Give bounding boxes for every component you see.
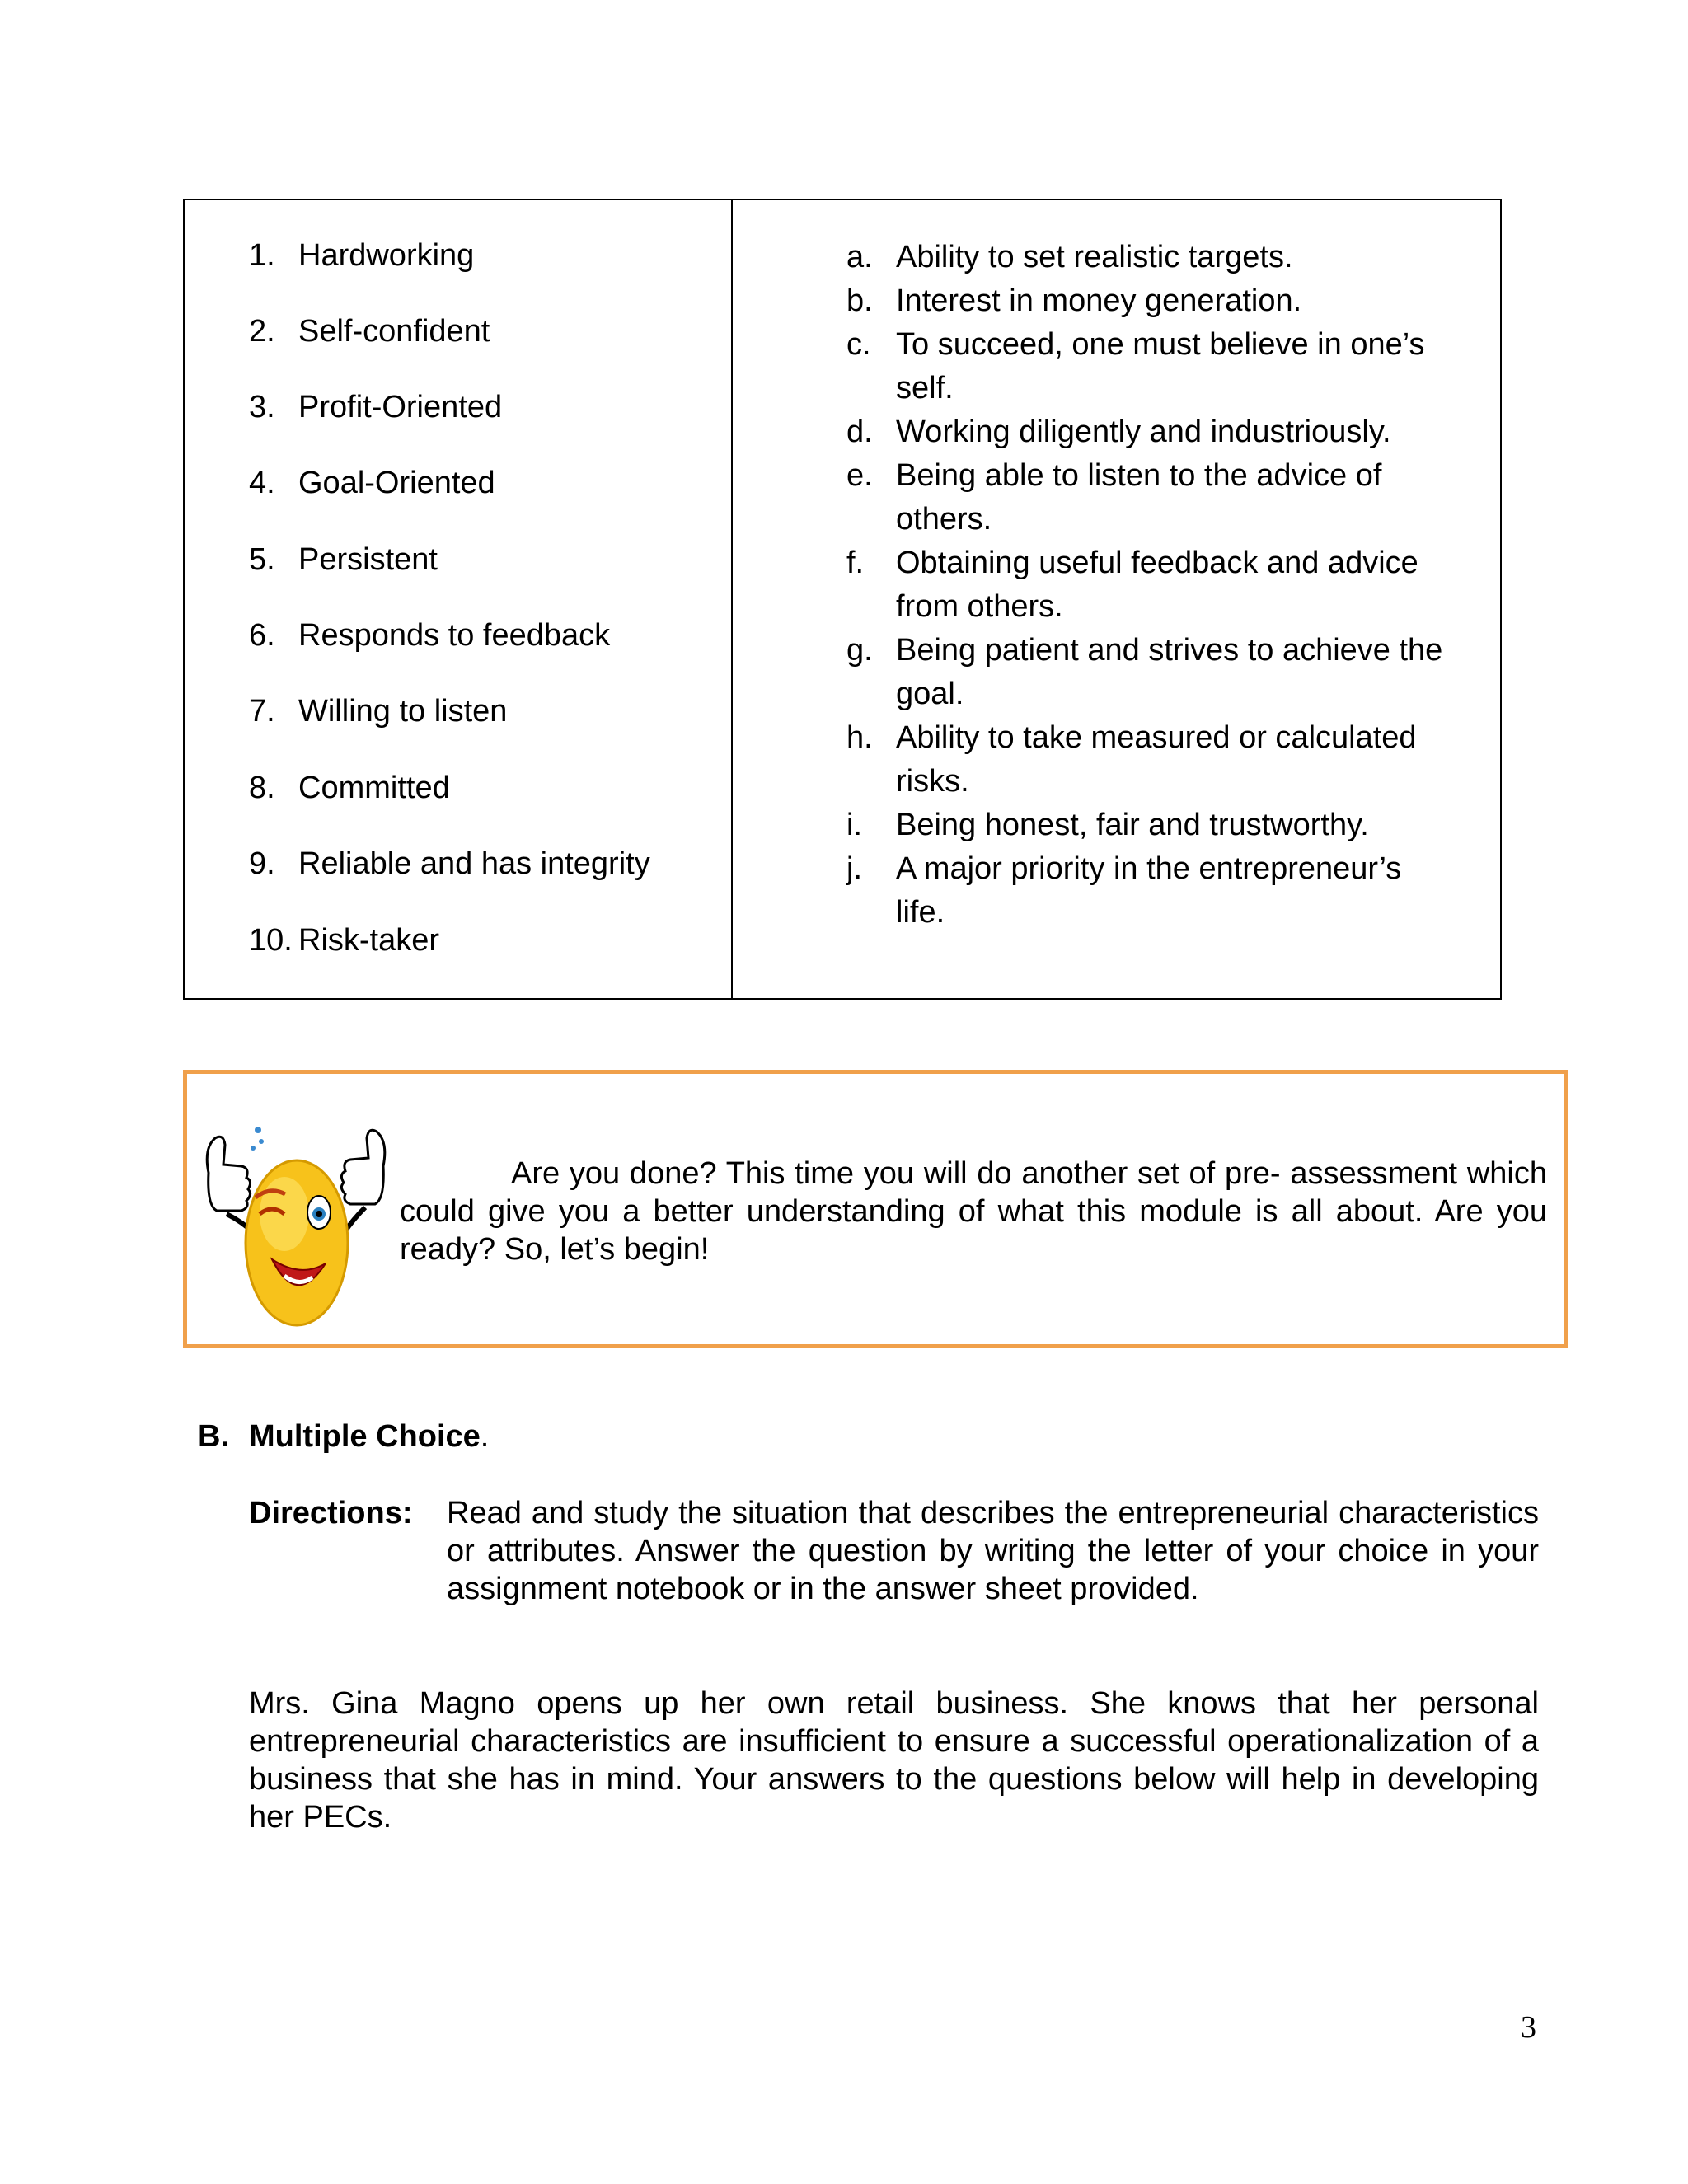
trait-item: 8. Committed: [249, 771, 450, 805]
trait-item: 4. Goal-Oriented: [249, 466, 495, 500]
definition-item: d. Working diligently and industriously.: [846, 415, 1391, 449]
directions: [249, 1494, 1539, 1608]
callout-box: [183, 1070, 1568, 1348]
callout-text: Are you done? This time you will do another set of pre- assessment which could give you a better understanding of what this module is all about. Are you ready? So, let’s begin!: [400, 1156, 1547, 1267]
definition-item: a. Ability to set realistic targets.: [846, 240, 1293, 274]
definition-item: f. Obtaining useful feedback and advice from others.: [846, 546, 1418, 624]
trait-item: 9. Reliable and has integrity: [249, 846, 650, 881]
definition-item: b. Interest in money generation.: [846, 284, 1302, 318]
trait-item: 5. Persistent: [249, 542, 438, 577]
trait-item: 7. Willing to listen: [249, 694, 508, 729]
traits-column: [185, 200, 733, 998]
trait-item: 3. Profit-Oriented: [249, 390, 503, 424]
page-number: 3: [1521, 2010, 1536, 2045]
definition-item: h. Ability to take measured or calculated risks.: [846, 720, 1417, 799]
definition-item: e. Being able to listen to the advice of others.: [846, 458, 1382, 537]
situation-paragraph: Mrs. Gina Magno opens up her own retail business. She knows that her personal entrepreneurial characteristics are insufficient to ensure a successful operationalization of a business that she has in mind. Your answers to the questions below will help in developing her PECs.: [249, 1686, 1539, 1835]
definition-item: i. Being honest, fair and trustworthy.: [846, 808, 1369, 842]
section-heading: B. Multiple Choice.: [198, 1419, 490, 1454]
directions-label: Directions:: [249, 1496, 413, 1530]
trait-item: 2. Self-confident: [249, 314, 490, 349]
definition-item: g. Being patient and strives to achieve the goal.: [846, 633, 1443, 711]
trait-item: 10. Risk-taker: [249, 923, 440, 958]
definition-item: j. A major priority in the entrepreneur’s life.: [846, 851, 1402, 930]
definition-item: c. To succeed, one must believe in one’s self.: [846, 327, 1425, 405]
trait-item: 6. Responds to feedback: [249, 618, 611, 653]
winking-smiley-icon: [194, 1115, 404, 1329]
directions-text: Read and study the situation that describes the entrepreneurial characteristics or attributes. Answer the question by writing the letter of your choice in your assignment notebook or in the answer sheet provided.: [447, 1496, 1539, 1606]
trait-item: 1. Hardworking: [249, 238, 475, 273]
